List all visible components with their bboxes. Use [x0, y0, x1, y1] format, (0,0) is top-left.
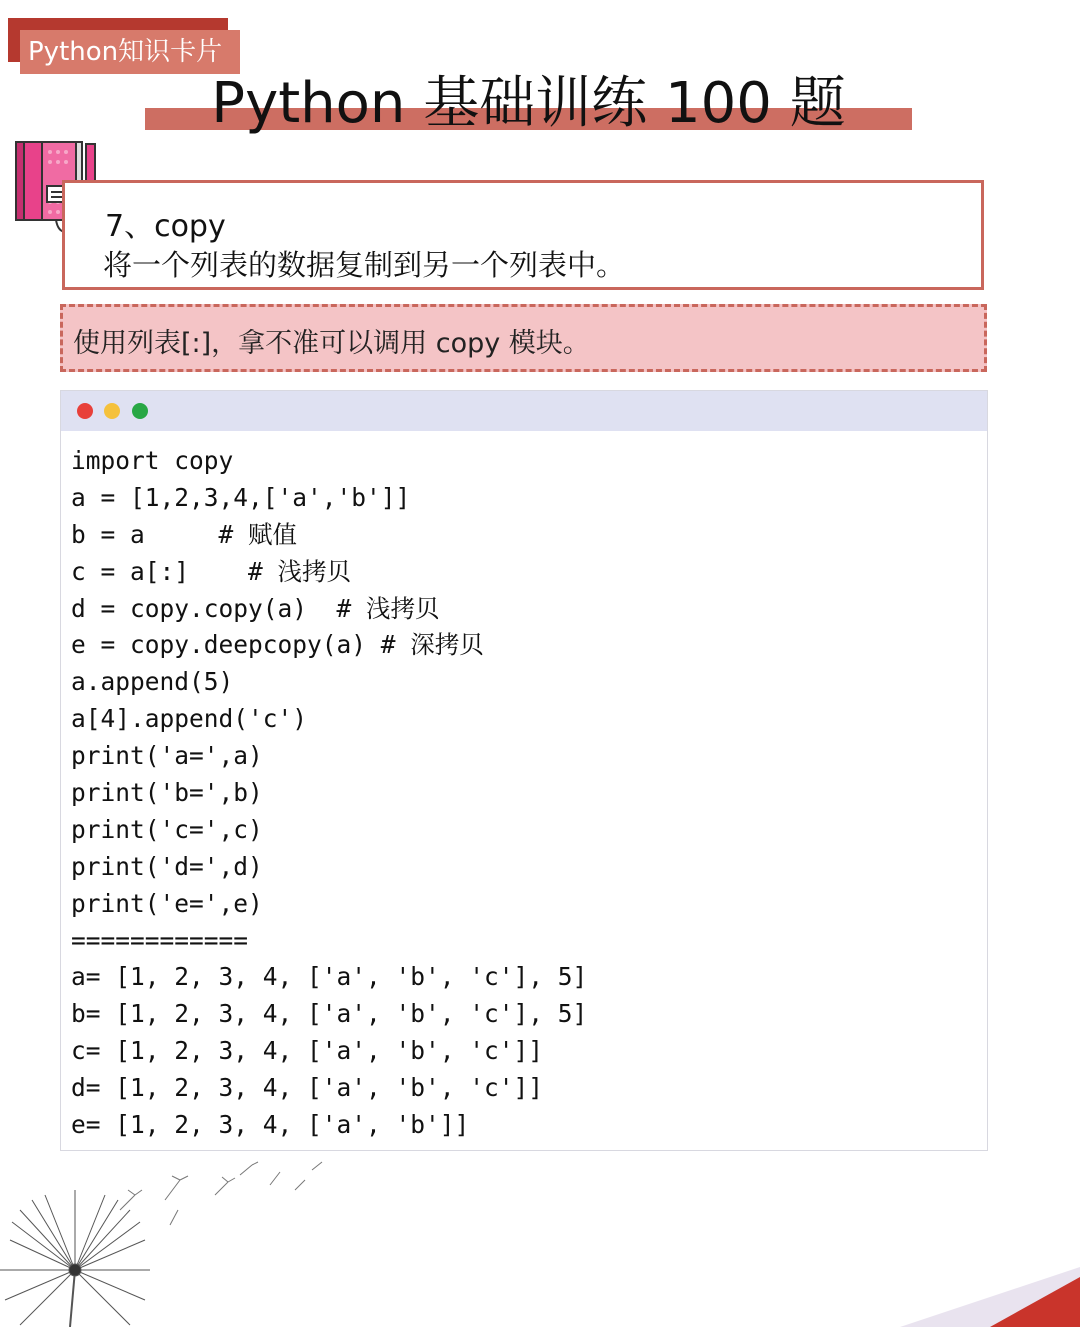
code-line: d = copy.copy(a) # 浅拷贝	[71, 593, 440, 623]
code-line: a = [1,2,3,4,['a','b']]	[71, 482, 411, 512]
code-line: b = a # 赋值	[71, 519, 298, 549]
code-block	[71, 443, 587, 1144]
hint-box	[60, 304, 987, 372]
card-tag-label: Python知识卡片	[20, 30, 240, 74]
code-line: c= [1, 2, 3, 4, ['a', 'b', 'c']]	[71, 1036, 544, 1066]
code-line: e = copy.deepcopy(a) # 深拷贝	[71, 630, 484, 660]
code-line: d= [1, 2, 3, 4, ['a', 'b', 'c']]	[71, 1073, 544, 1103]
code-line: e= [1, 2, 3, 4, ['a', 'b']]	[71, 1110, 470, 1140]
code-line: print('b=',b)	[71, 778, 263, 808]
code-line: a= [1, 2, 3, 4, ['a', 'b', 'c'], 5]	[71, 962, 588, 992]
corner-stripe-decoration	[900, 1267, 1080, 1327]
code-window	[60, 390, 988, 1151]
dandelion-decoration	[0, 1160, 340, 1327]
page-title: Python 基础训练 100 题	[211, 71, 846, 136]
code-line: c = a[:] # 浅拷贝	[71, 556, 352, 586]
code-line: print('c=',c)	[71, 814, 263, 844]
code-line: print('d=',d)	[71, 851, 263, 881]
close-dot-icon	[77, 403, 93, 419]
code-line: a.append(5)	[71, 667, 234, 697]
code-line: ============	[71, 925, 249, 955]
code-line: print('e=',e)	[71, 888, 263, 918]
code-line: print('a=',a)	[71, 741, 263, 771]
question-description: 将一个列表的数据复制到另一个列表中。	[103, 248, 626, 282]
maximize-dot-icon	[132, 403, 148, 419]
code-line: b= [1, 2, 3, 4, ['a', 'b', 'c'], 5]	[71, 999, 588, 1029]
code-line: a[4].append('c')	[71, 704, 308, 734]
code-window-titlebar	[61, 391, 987, 431]
question-number-title: 7、copy	[105, 209, 226, 244]
minimize-dot-icon	[104, 403, 120, 419]
hint-text: 使用列表[:]，拿不准可以调用 copy 模块。	[73, 328, 590, 359]
code-line: import copy	[71, 446, 234, 475]
question-box	[62, 180, 984, 290]
